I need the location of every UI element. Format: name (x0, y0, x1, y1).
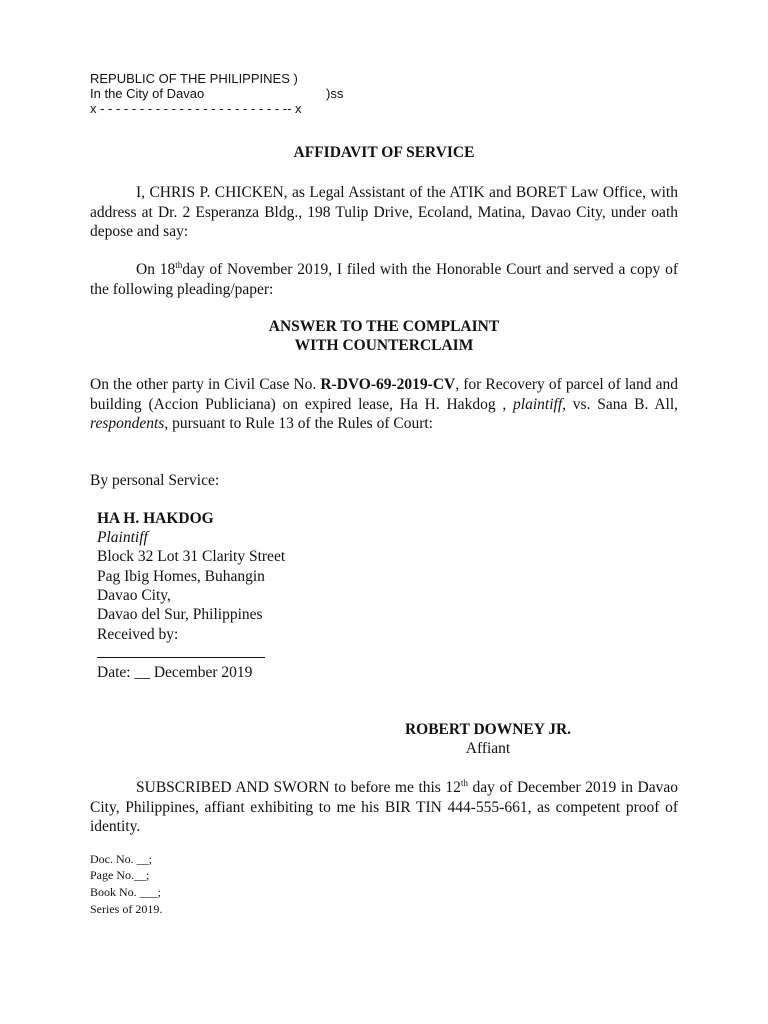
affiant-name: ROBERT DOWNEY JR. (404, 721, 572, 738)
pleading-title-line2: WITH COUNTERCLAIM (294, 337, 474, 354)
document-title: AFFIDAVIT OF SERVICE (293, 144, 475, 161)
filing-post: day of November 2019, I filed with the Honorable Court and served a copy of the following pleading/paper: (90, 261, 678, 298)
notarial-book-no: Book No. ___; (90, 885, 162, 899)
jurat-post: day of December 2019 in Davao City, Philippines, affiant exhibiting to me his BIR TIN 444-555-661, as competent proof of identity. (90, 779, 678, 835)
venue-ss: )ss (326, 86, 344, 101)
venue-city-label: In the City of Davao (90, 86, 205, 101)
filing-paragraph (90, 260, 678, 299)
case-number: R-DVO-69-2019-CV (320, 376, 456, 393)
filing-pre: On 18 (136, 261, 176, 278)
case-paragraph (90, 375, 678, 434)
service-method: By personal Service: (90, 472, 220, 489)
filing-sup: th (175, 260, 183, 270)
jurat-pre: SUBSCRIBED AND SWORN to before me this 12 (136, 779, 461, 796)
received-by-label: Received by: (97, 626, 179, 643)
case-text-4: , pursuant to Rule 13 of the Rules of Court: (164, 415, 433, 432)
notarial-series: Series of 2019. (90, 902, 163, 916)
signature-line (97, 643, 265, 663)
intro-paragraph: I, CHRIS P. CHICKEN, as Legal Assistant of the ATIK and BORET Law Office, with address at Dr. 2 Esperanza Bldg., 198 Tulip Drive, Ecoland, Matina, Davao City, under oath depose and say: (90, 184, 678, 240)
notarial-page-no: Page No.__; (90, 868, 150, 882)
affiant-label: Affiant (465, 740, 511, 757)
venue-republic: REPUBLIC OF THE PHILIPPINES ) (90, 71, 298, 86)
recipient-address-2: Pag Ibig Homes, Buhangin (97, 568, 265, 585)
recipient-address-1: Block 32 Lot 31 Clarity Street (97, 548, 286, 565)
recipient-address-4: Davao del Sur, Philippines (97, 606, 263, 623)
case-plaintiff: plaintiff (513, 395, 563, 413)
case-respondents: respondents (90, 415, 165, 432)
venue-city (90, 86, 344, 101)
case-text-3: , vs. Sana B. All, (562, 395, 678, 413)
recipient-address-3: Davao City, (97, 587, 171, 604)
jurat-paragraph (90, 778, 678, 837)
pleading-title-line1: ANSWER TO THE COMPLAINT (268, 318, 500, 335)
recipient-name: HA H. HAKDOG (97, 510, 214, 527)
notarial-doc-no: Doc. No. __; (90, 852, 152, 866)
case-text-2: , for Recovery of parcel of land and building (Accion Publiciana) on expired lease, Ha H. Hakdog , (90, 376, 678, 413)
case-text-1: On the other party in Civil Case No. (90, 376, 321, 393)
received-date: Date: __ December 2019 (97, 664, 253, 681)
venue-separator: x - - - - - - - - - - - - - - - - - - - - - - - -- x (90, 101, 302, 116)
jurat-sup: th (460, 778, 468, 788)
recipient-role: Plaintiff (97, 529, 148, 546)
